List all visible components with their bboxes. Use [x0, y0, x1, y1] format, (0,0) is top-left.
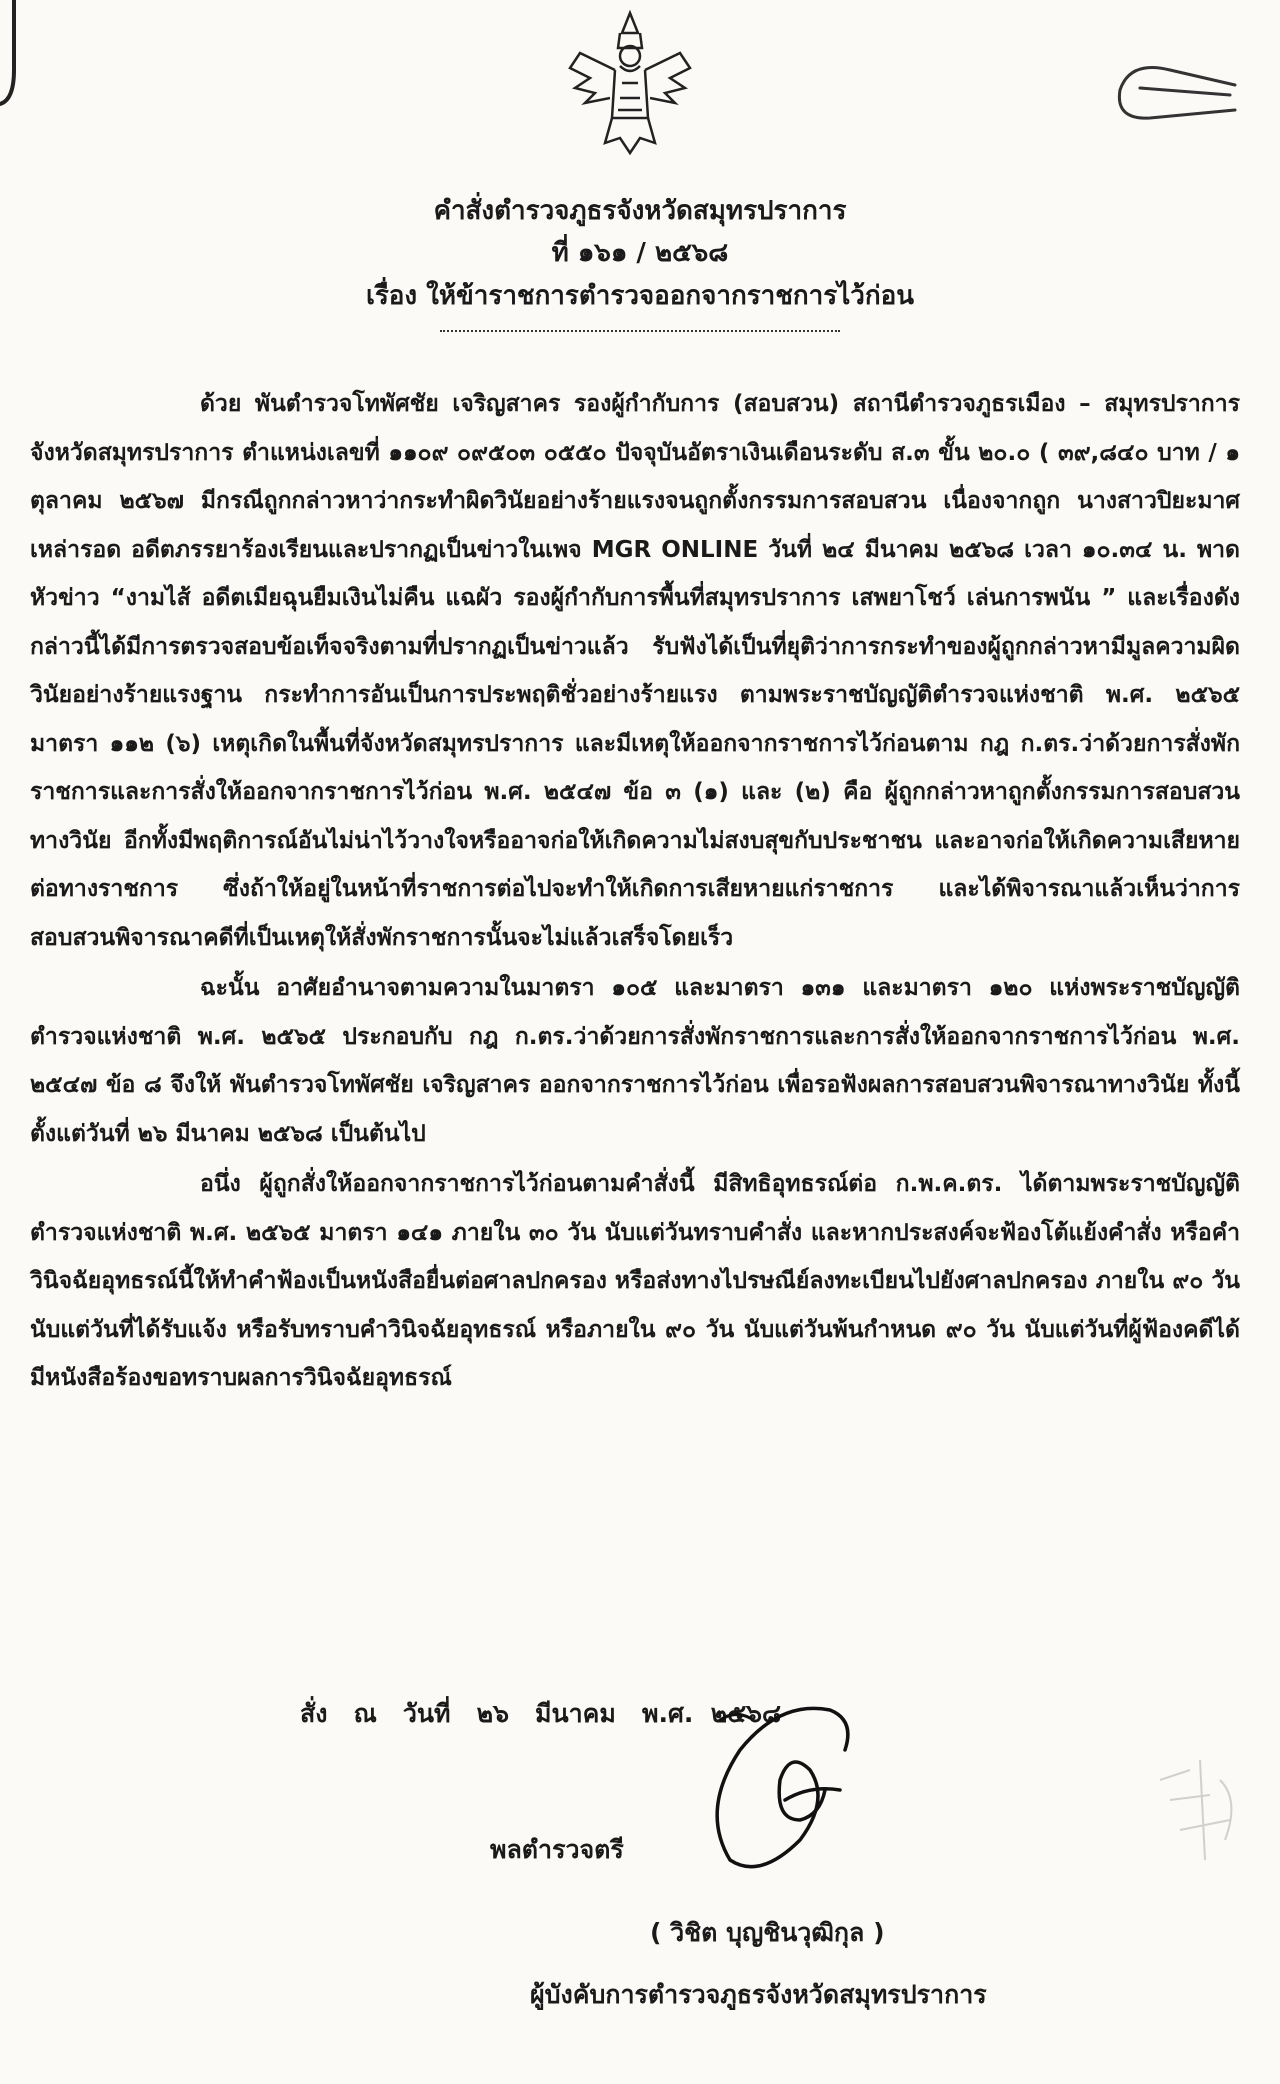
handwritten-signature [680, 1690, 880, 1880]
paper-clip-left [0, 0, 40, 150]
paragraph-2: ฉะนั้น อาศัยอำนาจตามความในมาตรา ๑๐๕ และมาตรา ๑๓๑ และมาตรา ๑๒๐ แห่งพระราชบัญญัติตำรวจแห่งชาติ พ.ศ. ๒๕๖๕ ประกอบกับ กฎ ก.ตร.ว่าด้วยการสั่งพักราชการและการสั่งให้ออกจากราชการไว้ก่อน พ.ศ. ๒๕๔๗ ข้อ ๘ จึงให้ พันตำรวจโทพัศชัย เจริญสาคร ออกจากราชการไว้ก่อน เพื่อรอฟังผลการสอบสวนพิจารณาทางวินัย ทั้งนี้ตั้งแต่วันที่ ๒๖ มีนาคม ๒๕๖๘ เป็นต้นไป [30, 975, 1240, 1147]
garuda-emblem [560, 8, 700, 158]
faint-stamp-mark [1150, 1740, 1260, 1880]
order-date: สั่ง ณ วันที่ ๒๖ มีนาคม พ.ศ. ๒๕๖๘ [300, 1699, 782, 1728]
order-subject: เรื่อง ให้ข้าราชการตำรวจออกจากราชการไว้ก่อน [365, 281, 915, 311]
order-body [30, 380, 1240, 1403]
order-number: ที่ ๑๖๑ / ๒๕๖๘ [551, 238, 729, 268]
signer-position: ผู้บังคับการตำรวจภูธรจังหวัดสมุทรปราการ [530, 1980, 987, 2009]
paragraph-1: ด้วย พันตำรวจโทพัศชัย เจริญสาคร รองผู้กำกับการ (สอบสวน) สถานีตำรวจภูธรเมือง – สมุทรปราการ จังหวัดสมุทรปราการ ตำแหน่งเลขที่ ๑๑๐๙ ๐๙๕๐๓ ๐๕๕๐ ปัจจุบันอัตราเงินเดือนระดับ ส.๓ ขั้น ๒๐.๐ ( ๓๙,๘๔๐ บาท / ๑ ตุลาคม ๒๕๖๗ มีกรณีถูกกล่าวหาว่ากระทำผิดวินัยอย่างร้ายแรงจนถูกตั้งกรรมการสอบสวน เนื่องจากถูก นางสาวปิยะมาศ เหล่ารอด อดีตภรรยาร้องเรียนและปรากฏเป็นข่าวในเพจ MGR ONLINE วันที่ ๒๔ มีนาคม ๒๕๖๘ เวลา ๑๐.๓๔ น. พาดหัวข่าว “งามไส้ อดีตเมียฉุนยืมเงินไม่คืน แฉผัว รองผู้กำกับการพื้นที่สมุทรปราการ เสพยาโชว์ เล่นการพนัน ” และเรื่องดังกล่าวนี้ได้มีการตรวจสอบข้อเท็จจริงตามที่ปรากฏเป็นข่าวแล้ว รับฟังได้เป็นที่ยุติว่าการกระทำของผู้ถูกกล่าวหามีมูลความผิดวินัยอย่างร้ายแรงฐาน กระทำการอันเป็นการประพฤติชั่วอย่างร้ายแรง ตามพระราชบัญญัติตำรวจแห่งชาติ พ.ศ. ๒๕๖๕ มาตรา ๑๑๒ (๖) เหตุเกิดในพื้นที่จังหวัดสมุทรปราการ และมีเหตุให้ออกจากราชการไว้ก่อนตาม กฎ ก.ตร.ว่าด้วยการสั่งพักราชการและการสั่งให้ออกจากราชการไว้ก่อน พ.ศ. ๒๕๔๗ ข้อ ๓ (๑) และ (๒) คือ ผู้ถูกกล่าวหาถูกตั้งกรรมการสอบสวนทางวินัย อีกทั้งมีพฤติการณ์อันไม่น่าไว้วางใจหรืออาจก่อให้เกิดความไม่สงบสุขกับประชาชน และอาจก่อให้เกิดความเสียหายต่อทางราชการ ซึ่งถ้าให้อยู่ในหน้าที่ราชการต่อไปจะทำให้เกิดการเสียหายแก่ราชการ และได้พิจารณาแล้วเห็นว่าการสอบสวนพิจารณาคดีที่เป็นเหตุให้สั่งพักราชการนั้นจะไม่แล้วเสร็จโดยเร็ว [30, 391, 1240, 951]
paragraph-3: อนึ่ง ผู้ถูกสั่งให้ออกจากราชการไว้ก่อนตามคำสั่งนี้ มีสิทธิอุทธรณ์ต่อ ก.พ.ค.ตร. ได้ตามพระราชบัญญัติตำรวจแห่งชาติ พ.ศ. ๒๕๖๕ มาตรา ๑๔๑ ภายใน ๓๐ วัน นับแต่วันทราบคำสั่ง และหากประสงค์จะฟ้องโต้แย้งคำสั่ง หรือคำวินิจฉัยอุทธรณ์นี้ให้ทำคำฟ้องเป็นหนังสือยื่นต่อศาลปกครอง หรือส่งทางไปรษณีย์ลงทะเบียนไปยังศาลปกครอง ภายใน ๙๐ วัน นับแต่วันที่ได้รับแจ้ง หรือรับทราบคำวินิจฉัยอุทธรณ์ หรือภายใน ๙๐ วัน นับแต่วันพ้นกำหนด ๙๐ วัน นับแต่วันที่ผู้ฟ้องคดีได้มีหนังสือร้องขอทราบผลการวินิจฉัยอุทธรณ์ [30, 1171, 1240, 1391]
order-title: คำสั่งตำรวจภูธรจังหวัดสมุทรปราการ [433, 196, 847, 226]
dotted-divider [440, 330, 840, 332]
signer-name: ( วิชิต บุญชินวุฒิกุล ) [650, 1918, 885, 1947]
paper-clip-right [1110, 40, 1240, 150]
signer-rank: พลตำรวจตรี [490, 1835, 624, 1864]
